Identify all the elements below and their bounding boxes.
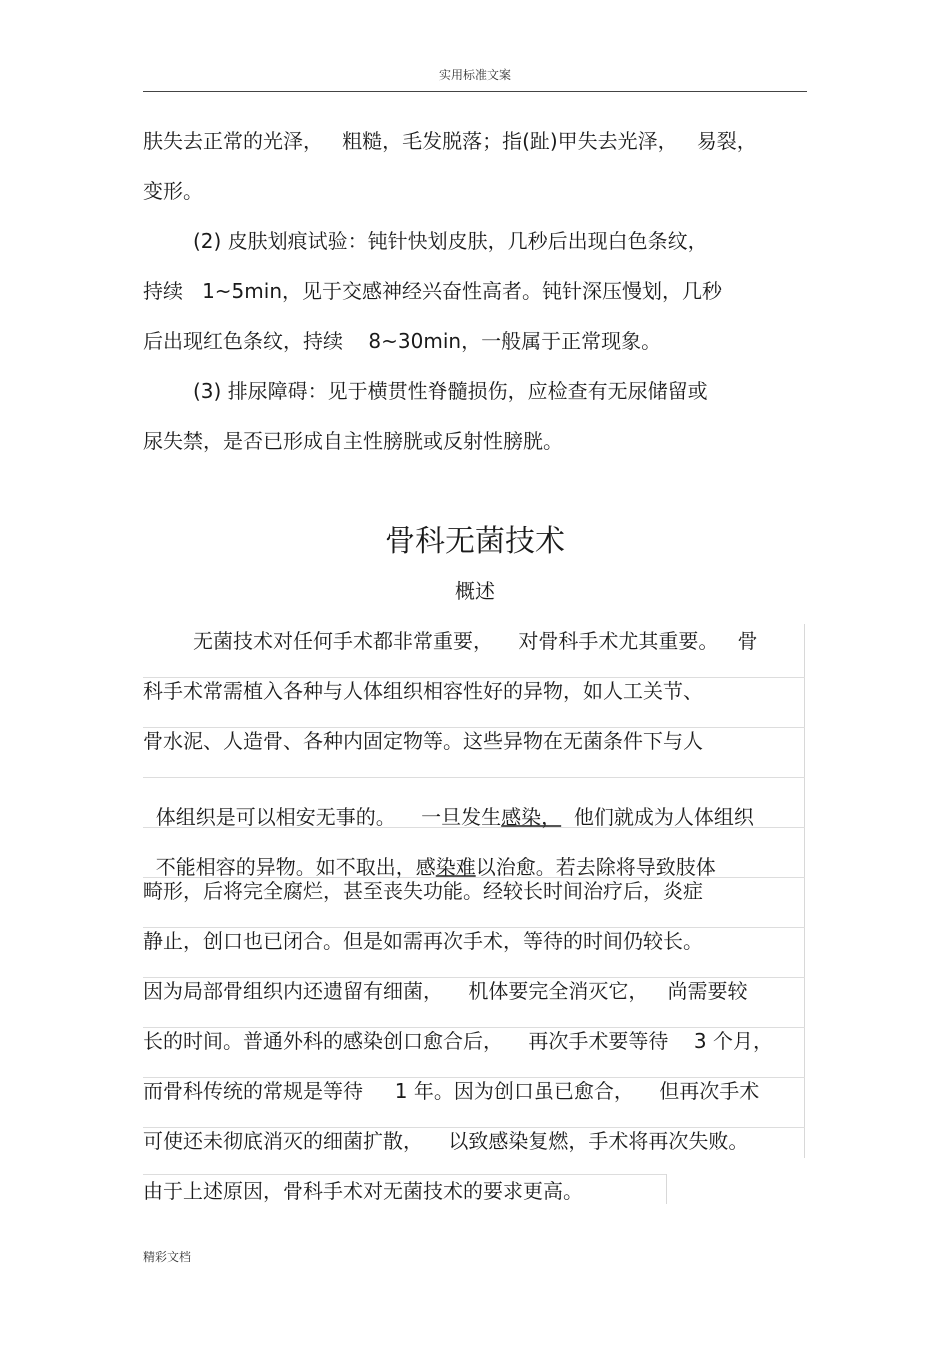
paragraph-line bbox=[143, 778, 754, 830]
paragraph-line: 而骨科传统的常规是等待 1 年。因为创口虽已愈合， 但再次手术 bbox=[143, 1079, 760, 1103]
paragraph-line: 静止，创口也已闭合。但是如需再次手术，等待的时间仍较长。 bbox=[143, 929, 703, 953]
paragraph-line bbox=[143, 828, 716, 880]
underlined-text: 感染， bbox=[501, 805, 562, 829]
paragraph-line: 肤失去正常的光泽， 粗糙，毛发脱落；指(趾)甲失去光泽， 易裂， bbox=[143, 129, 757, 153]
paragraph-line: (2) 皮肤划痕试验：钝针快划皮肤，几秒后出现白色条纹， bbox=[193, 229, 708, 253]
paragraph-line: (3) 排尿障碍：见于横贯性脊髓损伤，应检查有无尿储留或 bbox=[193, 379, 708, 403]
text-segment: 他们就成为人体组织 bbox=[561, 805, 754, 829]
paragraph-line: 由于上述原因，骨科手术对无菌技术的要求更高。 bbox=[143, 1179, 583, 1203]
section-heading: 概述 bbox=[455, 579, 495, 603]
paragraph-line: 后出现红色条纹，持续 8~30min，一般属于正常现象。 bbox=[143, 329, 662, 353]
text-segment: 体组织是可以相安无事的。 一旦发生 bbox=[155, 805, 502, 829]
underlined-text: 染难 bbox=[435, 855, 476, 879]
header-divider bbox=[143, 91, 807, 92]
paragraph-line: 畸形，后将完全腐烂，甚至丧失功能。经较长时间治疗后，炎症 bbox=[143, 879, 703, 903]
paragraph-line: 持续 1~5min，见于交感神经兴奋性高者。钝针深压慢划，几秒 bbox=[143, 279, 722, 303]
paragraph-line: 科手术常需植入各种与人体组织相容性好的异物，如人工关节、 bbox=[143, 679, 703, 703]
paragraph-line: 骨水泥、人造骨、各种内固定物等。这些异物在无菌条件下与人 bbox=[143, 729, 703, 753]
table-border-last bbox=[666, 1174, 667, 1204]
paragraph-line: 因为局部骨组织内还遗留有细菌， 机体要完全消灭它， 尚需要较 bbox=[143, 979, 748, 1003]
page-header: 实用标准文案 bbox=[438, 68, 511, 82]
text-segment: 以治愈。若去除将导致肢体 bbox=[475, 855, 716, 879]
text-segment: 不能相容的异物。如不取出，感 bbox=[155, 855, 436, 879]
article-title: 骨科无菌技术 bbox=[385, 524, 565, 559]
paragraph-line: 长的时间。普通外科的感染创口愈合后， 再次手术要等待 3 个月， bbox=[143, 1029, 773, 1053]
paragraph-line: 无菌技术对任何手术都非常重要， 对骨科手术尤其重要。 骨 bbox=[193, 629, 758, 653]
paragraph-line: 尿失禁，是否已形成自主性膀胱或反射性膀胱。 bbox=[143, 429, 563, 453]
paragraph-line: 可使还未彻底消灭的细菌扩散， 以致感染复燃，手术将再次失败。 bbox=[143, 1129, 749, 1153]
page-footer: 精彩文档 bbox=[143, 1250, 192, 1264]
paragraph-line: 变形。 bbox=[143, 179, 203, 203]
row-divider bbox=[143, 1174, 667, 1175]
